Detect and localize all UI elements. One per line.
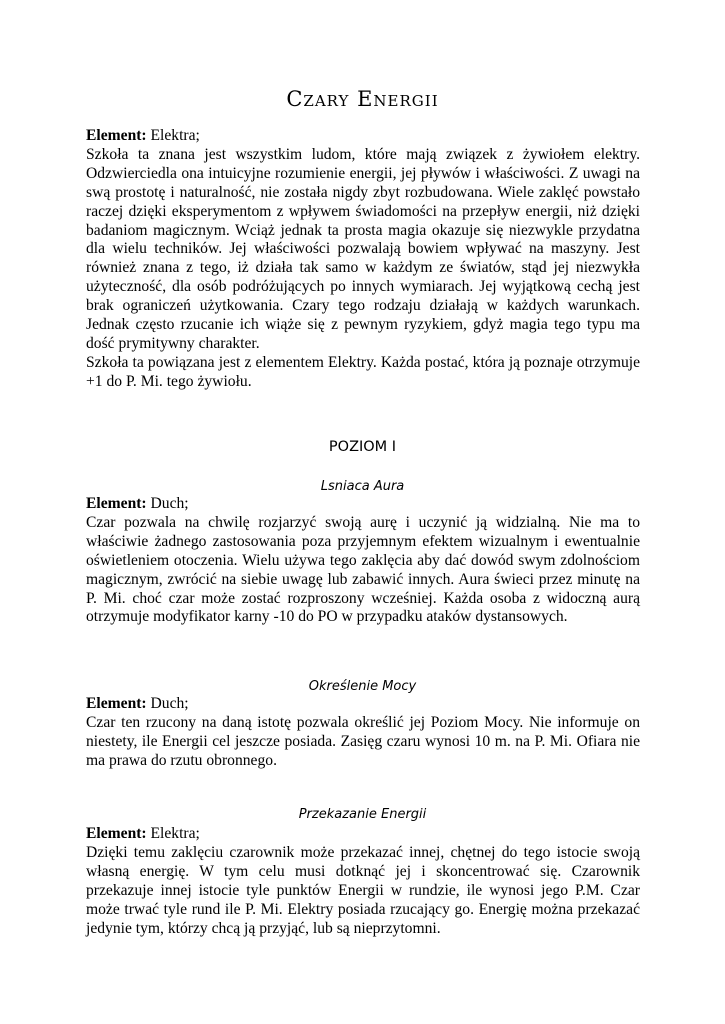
element-label: Element: xyxy=(86,825,147,842)
spell-title-3: Przekazanie Energii xyxy=(298,807,427,822)
element-label: Element: xyxy=(86,495,147,512)
element-label: Element: xyxy=(86,695,147,712)
level-heading: POZIOM I xyxy=(328,439,397,455)
spell-title-1: Lsniaca Aura xyxy=(320,479,405,494)
spell-section-1 xyxy=(86,495,640,627)
spell-1-element-line xyxy=(86,495,640,514)
spell-section-2 xyxy=(86,695,640,771)
intro-paragraph-2: Szkoła ta powiązana jest z elementem Elektry. Każda postać, która ją poznaje otrzymuje +1 do P. Mi. tego żywiołu. xyxy=(86,353,640,390)
spell-title-2: Określenie Mocy xyxy=(308,679,417,694)
intro-section xyxy=(86,127,640,392)
spell-3-description: Dzięki temu zaklęciu czarownik może przekazać innej, chętnej do tego istocie swoją własną energię. W tym celu musi dotknąć jej i skoncentrować się. Czarownik przekazuje innej istocie tyle punktów Energii w rundzie, ile wynosi jego P.M. Czar może trwać tyle rund ile P. Mi. Elektry posiada rzucający go. Energię można przekazać jedynie tym, którzy chcą ją przyjąć, lub są nieprzytomni. xyxy=(86,843,640,937)
element-value: Duch; xyxy=(146,495,189,512)
element-value: Duch; xyxy=(146,695,189,712)
spell-2-element-line xyxy=(86,695,640,714)
spell-section-3 xyxy=(86,825,640,938)
spell-3-element-line xyxy=(86,825,640,844)
element-value: Elektra; xyxy=(146,825,200,842)
spell-2-description: Czar ten rzucony na daną istotę pozwala określić jej Poziom Mocy. Nie informuje on niestety, ile Energii cel jeszcze posiada. Zasięg czaru wynosi 10 m. na P. Mi. Ofiara nie ma prawa do rzutu obronnego. xyxy=(86,713,640,769)
intro-paragraph-1: Szkoła ta znana jest wszystkim ludom, które mają związek z żywiołem elektry. Odzwierciedla ona intuicyjne rozumienie energii, jej pływów i właściwości. Z uwagi na swą prostotę i naturalność, nie została nigdy zbyt rozbudowana. Wiele zaklęć powstało raczej dzięki eksperymentom z wpływem świadomości na przepływ energii, niż dzięki badaniom magicznym. Wciąż jednak ta prosta magia okazuje się niezwykle przydatna dla wielu techników. Jej właściwości pozwalają bowiem wpływać na maszyny. Jest również znana z tego, iż działa tak samo w każdym ze światów, stąd jej niezwykła użyteczność, dla osób podróżujących po innych wymiarach. Jej wyjątkową cechą jest brak ograniczeń użytkowania. Czary tego rodzaju działają w każdych warunkach. Jednak często rzucanie ich wiąże się z pewnym ryzykiem, gdyż magia tego typu ma dość prymitywny charakter. xyxy=(86,145,640,352)
element-label: Element: xyxy=(86,127,147,144)
spell-1-description: Czar pozwala na chwilę rozjarzyć swoją aurę i uczynić ją widzialną. Nie ma to właściwie żadnego zastosowania poza przyjemnym efektem wizualnym i ewentualnie oświetleniem otoczenia. Wielu używa tego zaklęcia aby dać dowód swym zdolnościom magicznym, zwrócić na siebie uwagę lub zabawić innych. Aura świeci przez minutę na P. Mi. choć czar może zostać rozproszony wcześniej. Każda osoba z widoczną aurą otrzymuje modyfikator karny -10 do PO w przypadku ataków dystansowych. xyxy=(86,513,640,626)
element-value: Elektra; xyxy=(146,127,200,144)
page-title: Czary Energii xyxy=(286,87,439,111)
intro-element-line xyxy=(86,127,640,146)
